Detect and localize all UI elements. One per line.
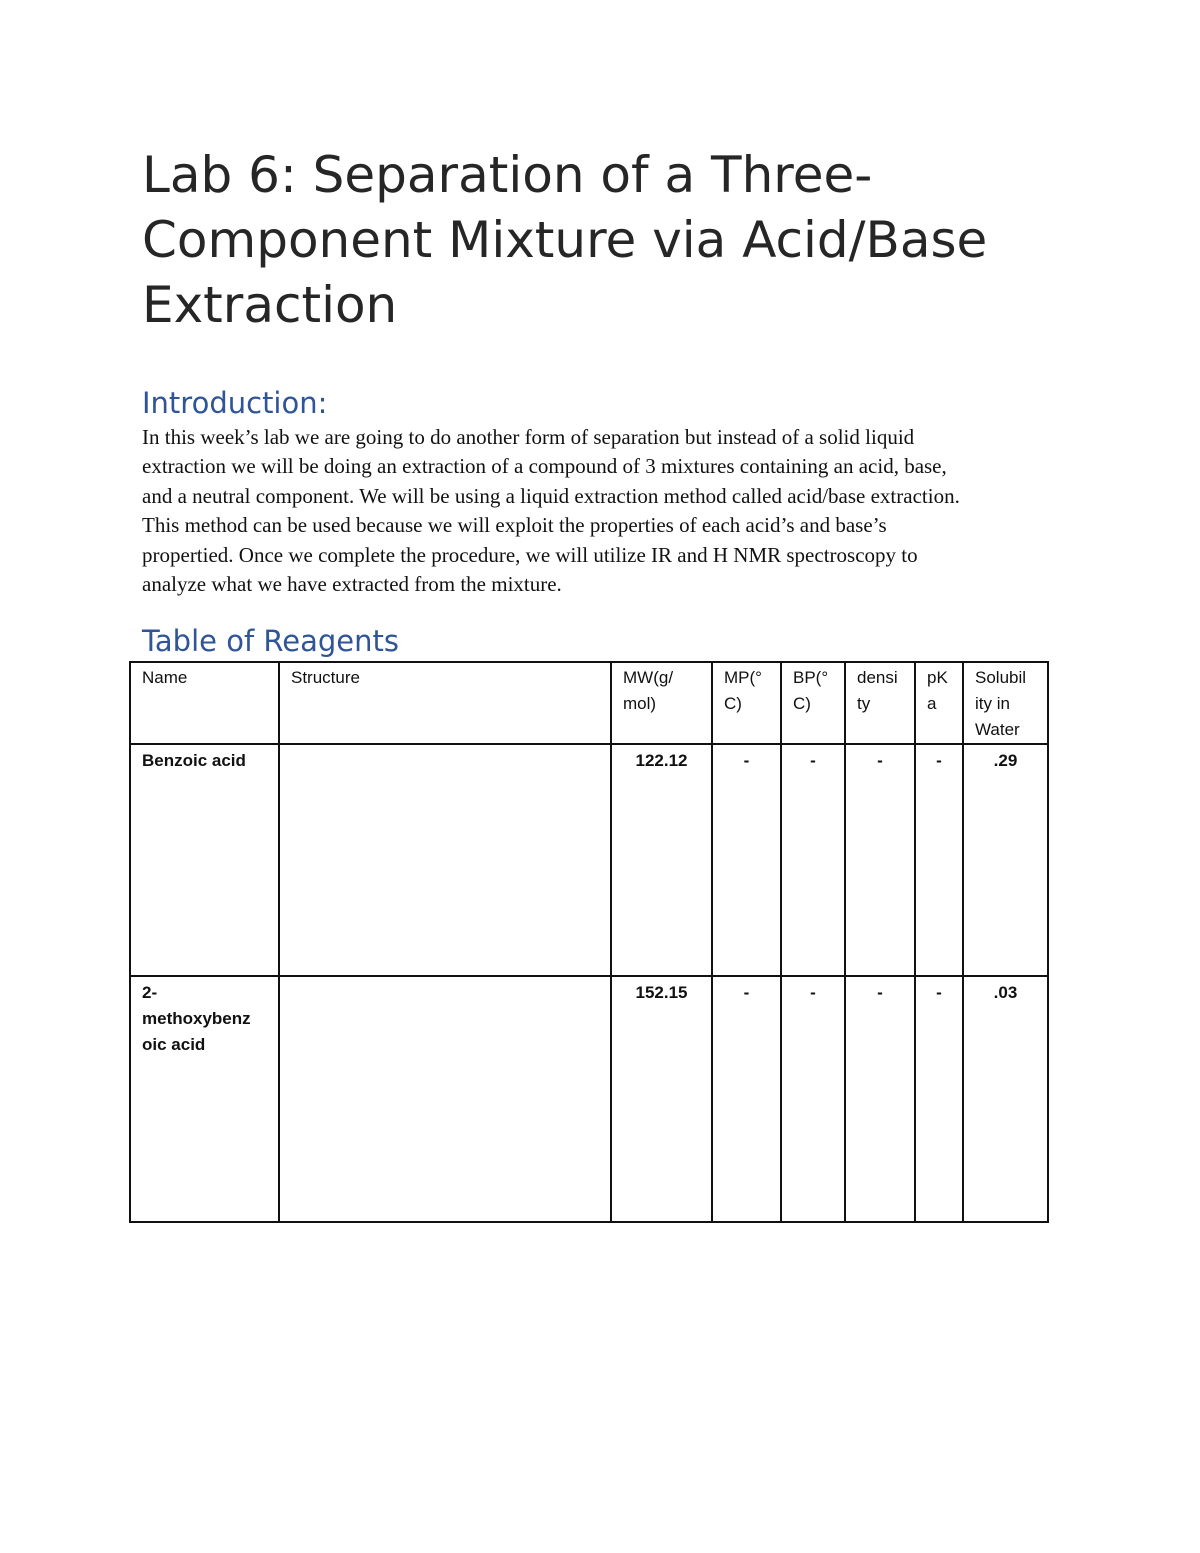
cell-value: - [810,983,816,1002]
paragraph-line: extraction we will be doing an extraction of a compound of 3 mixtures containing an acid, base, [142,454,947,479]
header-label: BP(° C) [793,668,829,713]
paragraph-line: This method can be used because we will exploit the properties of each acid’s and base’s [142,513,887,538]
cell-value: .29 [993,751,1018,770]
cell-value: 152.15 [635,983,688,1002]
document-title-line: Component Mixture via Acid/Base [142,211,988,269]
document-title-line: Lab 6: Separation of a Three- [142,146,873,204]
cell-solubility [963,744,1048,976]
table-row [130,744,1048,976]
paragraph-line: and a neutral component. We will be using a liquid extraction method called acid/base extraction. [142,483,960,508]
cell-value: - [936,983,942,1002]
cell-value: - [877,983,883,1002]
header-cell-name [130,662,279,744]
table-row [130,976,1048,1222]
cell-value: - [877,751,883,770]
cell-mw [611,976,712,1222]
header-cell-density [845,662,915,744]
cell-pka [915,976,963,1222]
cell-value: - [743,983,750,1002]
cell-structure [279,976,611,1222]
header-label: MP(° C) [724,668,762,713]
cell-bp [781,744,845,976]
header-cell-mp [712,662,781,744]
header-label: MW(g/ mol) [623,668,674,713]
paragraph-line: In this week’s lab we are going to do another form of separation but instead of a solid liquid [142,425,915,449]
header-label: pK a [927,668,948,713]
cell-value: Benzoic acid [142,751,246,770]
reagents-table-heading: Table of Reagents [142,624,399,658]
header-cell-bp [781,662,845,744]
header-cell-solubility [963,662,1048,744]
cell-name [130,744,279,976]
cell-value: .03 [993,983,1018,1002]
paragraph-line: propertied. Once we complete the procedure, we will utilize IR and H NMR spectroscopy to [142,542,918,567]
cell-value: 2- methoxybenz oic acid [142,983,251,1054]
document-title-line: Extraction [142,276,398,334]
introduction-heading: Introduction: [142,386,328,420]
cell-value: - [810,751,816,770]
cell-structure [279,744,611,976]
paragraph-line: analyze what we have extracted from the mixture. [142,572,562,597]
header-cell-mw [611,662,712,744]
cell-value: - [743,751,750,770]
cell-mw [611,744,712,976]
table-header-row [130,662,1048,744]
cell-value: - [936,751,942,770]
cell-pka [915,744,963,976]
cell-density [845,744,915,976]
cell-solubility [963,976,1048,1222]
header-label: Structure [291,668,360,687]
header-cell-structure [279,662,611,744]
header-label: densi ty [857,668,898,713]
cell-bp [781,976,845,1222]
cell-mp [712,976,781,1222]
cell-mp [712,744,781,976]
introduction-paragraph [142,423,1082,599]
document-title [142,143,1082,338]
cell-value: 122.12 [635,751,688,770]
header-label: Solubil ity in Water [975,668,1027,739]
header-label: Name [142,668,188,687]
cell-name [130,976,279,1222]
header-cell-pka [915,662,963,744]
reagents-table [129,661,1049,1223]
cell-density [845,976,915,1222]
